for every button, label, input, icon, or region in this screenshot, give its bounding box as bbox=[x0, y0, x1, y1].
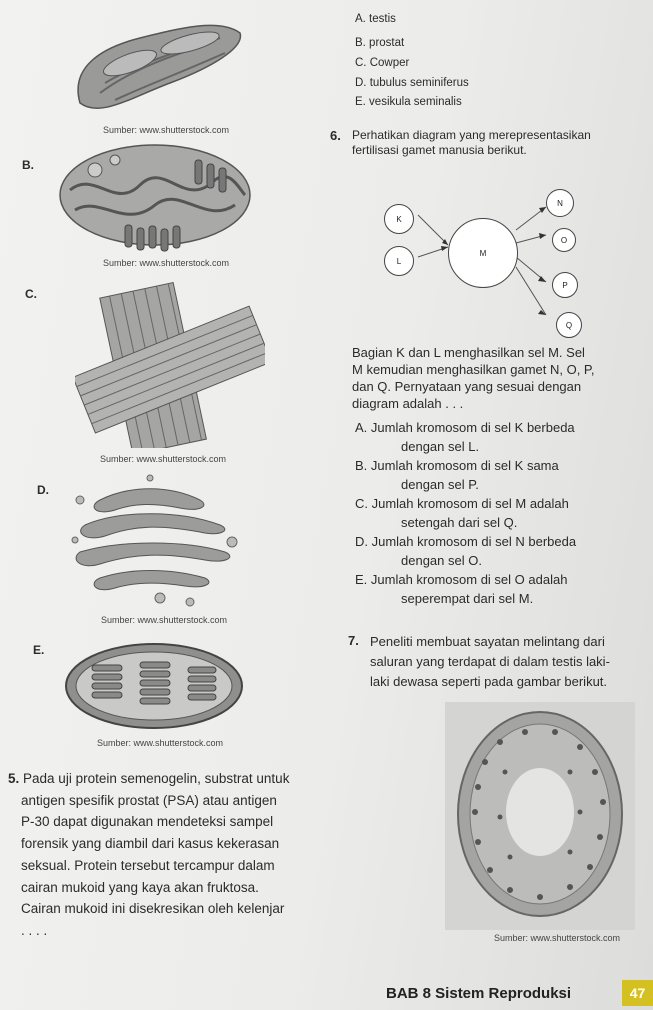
diagram-node-k: K bbox=[384, 204, 414, 234]
question-6-option-b: B. Jumlah kromosom di sel K sama bbox=[355, 458, 559, 473]
question-6-body-line-1: Bagian K dan L menghasilkan sel M. Sel bbox=[352, 345, 585, 360]
image-source-d: Sumber: www.shutterstock.com bbox=[101, 615, 228, 625]
question-6-body-line-4: diagram adalah . . . bbox=[352, 396, 464, 411]
question-7-line-3: laki dewasa seperti pada gambar berikut. bbox=[370, 674, 608, 689]
organelle-image-e bbox=[62, 640, 247, 732]
option-e: E. vesikula seminalis bbox=[355, 96, 462, 108]
option-d: D. tubulus seminiferus bbox=[355, 77, 469, 89]
diagram-node-n: N bbox=[546, 189, 574, 217]
question-7-text bbox=[370, 632, 610, 692]
question-5-text bbox=[8, 768, 338, 942]
question-5-line-7: Cairan mukoid ini disekresikan oleh kelenjar bbox=[21, 901, 285, 917]
question-5-line-3: P-30 dapat digunakan mendeteksi sampel bbox=[21, 814, 274, 830]
option-b: B. prostat bbox=[355, 37, 405, 49]
image-source-b: Sumber: www.shutterstock.com bbox=[103, 258, 230, 268]
option-a: A. testis bbox=[355, 13, 396, 25]
image-source-a: Sumber: www.shutterstock.com bbox=[103, 125, 230, 135]
diagram-node-q: Q bbox=[556, 312, 582, 338]
question-6-prompt-line-1: Perhatikan diagram yang merepresentasikan bbox=[352, 128, 591, 142]
question-6-body-line-3: dan Q. Pernyataan yang sesuai dengan bbox=[352, 379, 582, 394]
question-5-line-6: cairan mukoid yang kaya akan fruktosa. bbox=[21, 879, 259, 895]
question-6-options bbox=[355, 418, 576, 608]
image-label-e: E. bbox=[33, 643, 45, 657]
question-7-line-1: Peneliti membuat sayatan melintang dari bbox=[370, 634, 605, 649]
question-6-option-a: A. Jumlah kromosom di sel K berbeda bbox=[355, 420, 575, 435]
image-label-c: C. bbox=[25, 287, 37, 301]
diagram-node-p: P bbox=[552, 272, 578, 298]
question-6-prompt-line-2: fertilisasi gamet manusia berikut. bbox=[352, 143, 527, 157]
image-label-d: D. bbox=[37, 483, 49, 497]
diagram-node-l: L bbox=[384, 246, 414, 276]
organelle-image-c bbox=[75, 280, 265, 448]
organelle-image-a bbox=[60, 8, 250, 118]
question-6-option-d: D. Jumlah kromosom di sel N berbeda bbox=[355, 534, 577, 549]
question-6-prompt bbox=[352, 128, 591, 158]
question-5-line-4: forensik yang diambil dari kasus kekerasan bbox=[21, 836, 280, 852]
question-6-body bbox=[352, 344, 595, 412]
question-5-number: 5. bbox=[8, 771, 20, 786]
image-label-b: B. bbox=[22, 158, 34, 172]
testis-cross-section-image bbox=[445, 702, 635, 930]
question-6-option-e-cont: seperempat dari sel M. bbox=[401, 591, 534, 606]
question-5-line-1: Pada uji protein semenogelin, substrat untuk bbox=[23, 771, 290, 786]
question-6-body-line-2: M kemudian menghasilkan gamet N, O, P, bbox=[352, 362, 595, 377]
diagram-node-m: M bbox=[448, 218, 518, 288]
organelle-image-d bbox=[60, 470, 250, 610]
question-5-line-8: . . . . bbox=[21, 922, 48, 938]
question-7-image-source: Sumber: www.shutterstock.com bbox=[494, 933, 621, 943]
question-5-line-5: seksual. Protein tersebut tercampur dalam bbox=[21, 857, 275, 873]
question-5-line-2: antigen spesifik prostat (PSA) atau antigen bbox=[21, 792, 277, 808]
question-7-number: 7. bbox=[348, 633, 359, 648]
question-6-number: 6. bbox=[330, 128, 341, 143]
page-number: 47 bbox=[622, 980, 653, 1006]
question-6-option-b-cont: dengan sel P. bbox=[401, 477, 479, 492]
question-6-option-c-cont: setengah dari sel Q. bbox=[401, 515, 518, 530]
question-6-option-a-cont: dengan sel L. bbox=[401, 439, 480, 454]
question-6-option-c: C. Jumlah kromosom di sel M adalah bbox=[355, 496, 569, 511]
image-source-e: Sumber: www.shutterstock.com bbox=[97, 738, 224, 748]
footer-chapter-title: BAB 8 Sistem Reproduksi bbox=[386, 985, 572, 1002]
organelle-image-b bbox=[55, 140, 255, 255]
image-source-c: Sumber: www.shutterstock.com bbox=[100, 454, 227, 464]
option-c: C. Cowper bbox=[355, 57, 410, 69]
diagram-node-o: O bbox=[552, 228, 576, 252]
question-6-option-d-cont: dengan sel O. bbox=[401, 553, 482, 568]
question-7-line-2: saluran yang terdapat di dalam testis laki- bbox=[370, 654, 610, 669]
question-6-option-e: E. Jumlah kromosom di sel O adalah bbox=[355, 572, 568, 587]
